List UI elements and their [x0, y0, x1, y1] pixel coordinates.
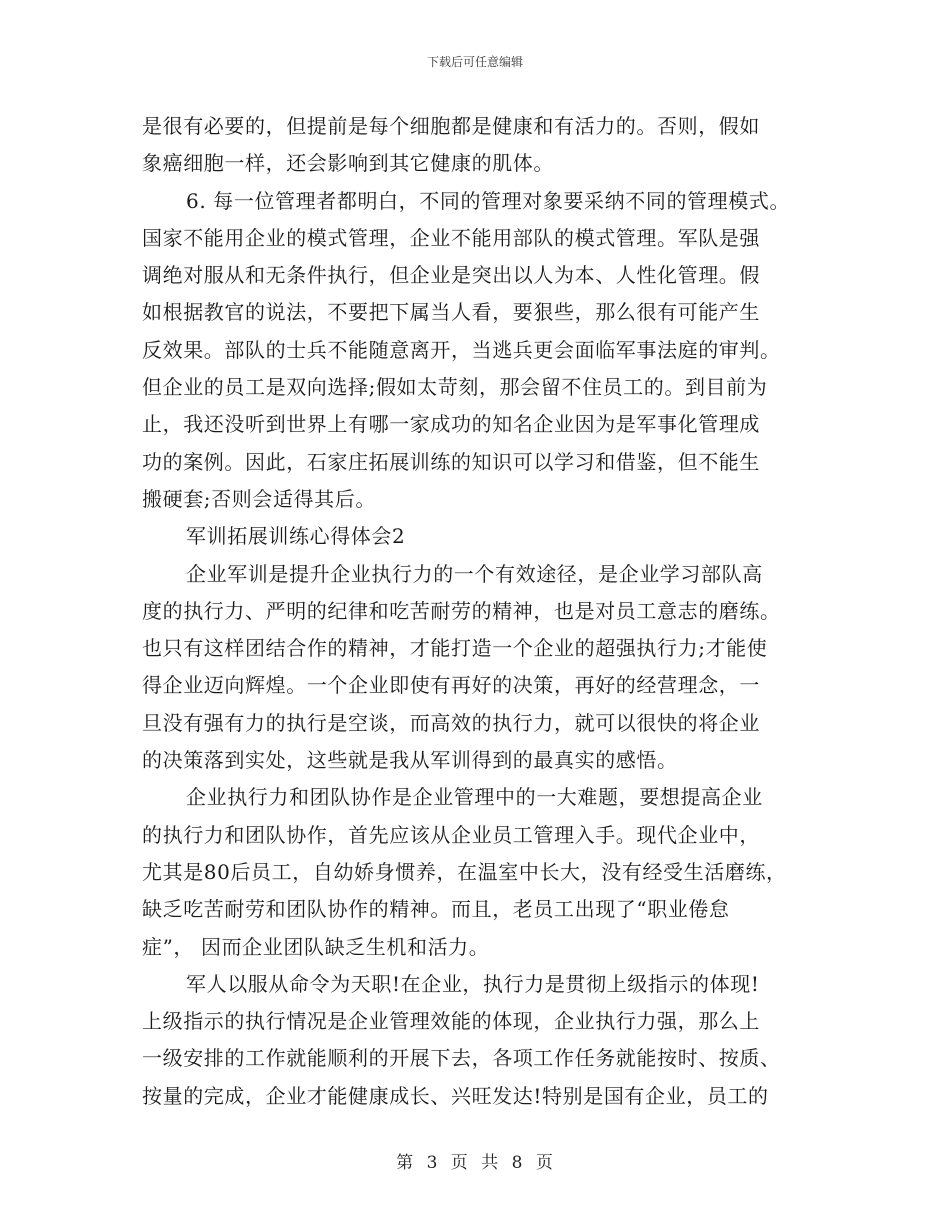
text-line: 反效果。部队的士兵不能随意离开，当逃兵更会面临军事法庭的审判。 — [142, 337, 781, 362]
text-line: 企业军训是提升企业执行力的一个有效途径，是企业学习部队高 — [186, 561, 763, 586]
text-line: 搬硬套;否则会适得其后。 — [142, 486, 376, 511]
text-line: 企业执行力和团队协作是企业管理中的一大难题，要想提高企业 — [186, 785, 763, 810]
text-line: 国家不能用企业的模式管理，企业不能用部队的模式管理。军队是强 — [142, 225, 760, 250]
text-line: 缺乏吃苦耐劳和团队协作的精神。而且，老员工出现了“职业倦怠 — [142, 897, 730, 922]
text-line: 军训拓展训练心得体会2 — [186, 524, 406, 549]
text-line: 止，我还没听到世界上有哪一家成功的知名企业因为是军事化管理成 — [142, 412, 760, 437]
text-line: 尤其是80后员工，自幼娇身惯养，在温室中长大，没有经受生活磨练， — [142, 859, 787, 884]
page-header: 下载后可任意编辑 — [426, 55, 523, 69]
text-line: 症”， 因而企业团队缺乏生机和活力。 — [142, 934, 490, 959]
text-line: 是很有必要的，但提前是每个细胞都是健康和有活力的。否则，假如 — [142, 114, 760, 138]
text-line: 调绝对服从和无条件执行，但企业是突出以人为本、人性化管理。假 — [142, 263, 760, 288]
text-line: 一级安排的工作就能顺利的开展下去，各项工作任务就能按时、按质、 — [142, 1046, 781, 1071]
text-line: 上级指示的执行情况是企业管理效能的体现，企业执行力强，那么上 — [142, 1009, 760, 1034]
text-line: 象癌细胞一样，还会影响到其它健康的肌体。 — [142, 151, 554, 176]
text-line: 也只有这样团结合作的精神，才能打造一个企业的超强执行力;才能使 — [142, 636, 768, 661]
text-line: 旦没有强有力的执行是空谈，而高效的执行力，就可以很快的将企业 — [142, 710, 760, 735]
text-line: 功的案例。因此，石家庄拓展训练的知识可以学习和借鉴，但不能生 — [142, 449, 760, 474]
text-line: 军人以服从命令为天职!在企业，执行力是贯彻上级指示的体现! — [186, 971, 760, 996]
text-line: 得企业迈向辉煌。一个企业即使有再好的决策，再好的经营理念，一 — [142, 673, 760, 698]
text-line: 按量的完成，企业才能健康成长、兴旺发达!特别是国有企业，员工的 — [142, 1083, 769, 1108]
text-line: 的执行力和团队协作，首先应该从企业员工管理入手。现代企业中， — [142, 822, 760, 847]
page-footer: 第 3 页 共 8 页 — [396, 1153, 554, 1173]
text-line: 的决策落到实处，这些就是我从军训得到的最真实的感悟。 — [142, 748, 678, 773]
text-line: 度的执行力、严明的纪律和吃苦耐劳的精神，也是对员工意志的磨练。 — [142, 598, 781, 623]
text-line: 如根据教官的说法，不要把下属当人看，要狠些，那么很有可能产生 — [142, 300, 760, 325]
document-body — [142, 108, 832, 1115]
text-line: 但企业的员工是双向选择;假如太苛刻，那会留不住员工的。到目前为 — [142, 375, 768, 400]
text-line: 6. 每一位管理者都明白，不同的管理对象要采纳不同的管理模式。 — [186, 188, 791, 213]
